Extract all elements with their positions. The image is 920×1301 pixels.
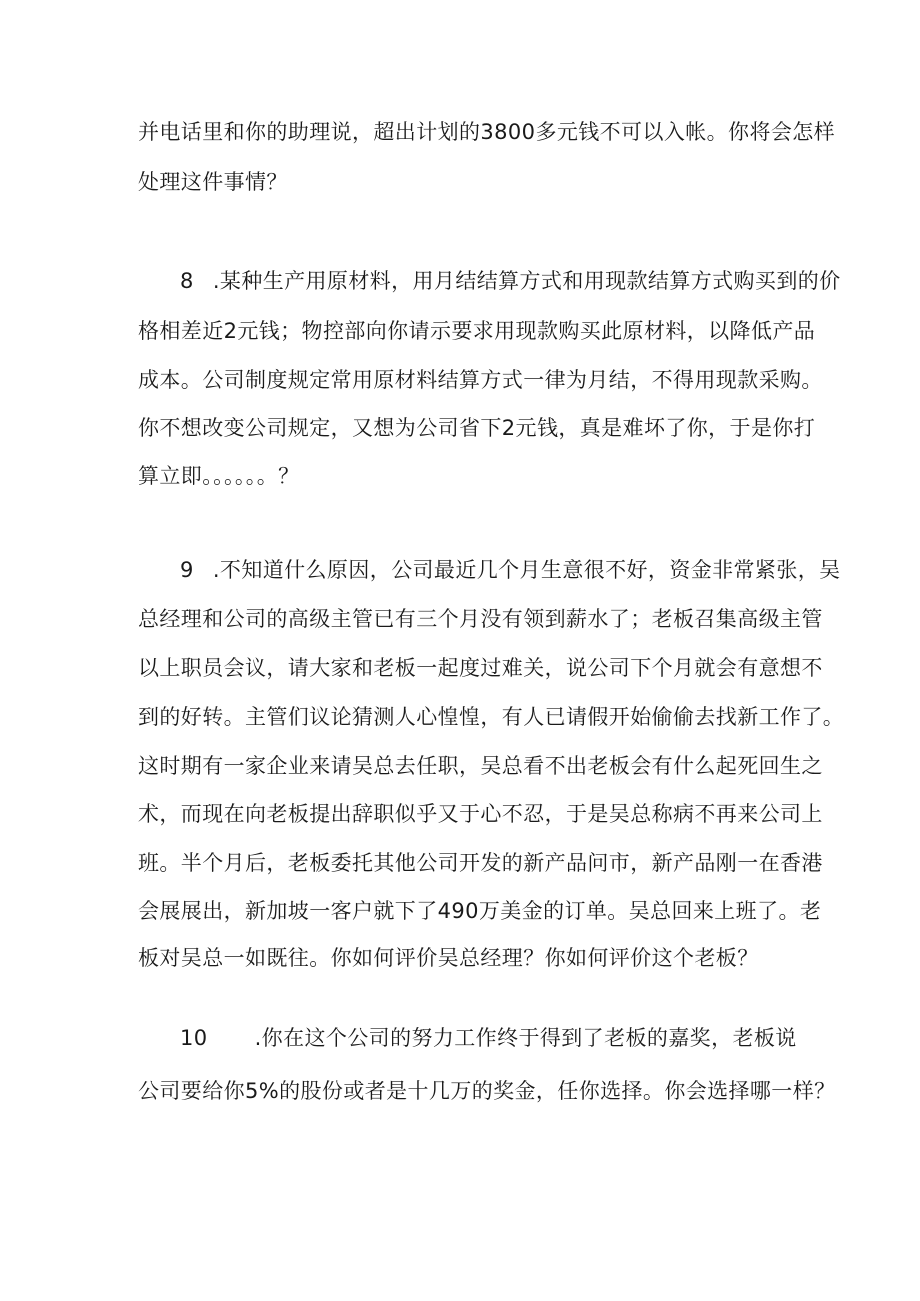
question-8-line-4: 你不想改变公司规定，又想为公司省下2元钱，真是难坏了你，于是你打 bbox=[138, 416, 816, 440]
question-10-line-2: 公司要给你5%的股份或者是十几万的奖金，任你选择。你会选择哪一样？ bbox=[138, 1079, 836, 1103]
question-8-line-5: 算立即。。。。。。？ bbox=[138, 464, 300, 488]
question-9-line-6: 术，而现在向老板提出辞职似乎又于心不忍，于是吴总称病不再来公司上 bbox=[138, 802, 823, 826]
paragraph-fragment-line-2: 处理这件事情？ bbox=[138, 170, 288, 194]
question-9-line-9: 板对吴总一如既往。你如何评价吴总经理？你如何评价这个老板？ bbox=[138, 946, 759, 970]
question-10-number: 10 bbox=[180, 1026, 208, 1050]
question-9-number: 9 bbox=[180, 558, 194, 582]
question-9-line-4: 到的好转。主管们议论猜测人心惶惶，有人已请假开始偷偷去找新工作了。 bbox=[138, 705, 845, 729]
question-8-line-1: .某种生产用原材料，用月结结算方式和用现款结算方式购买到的价 bbox=[212, 269, 841, 293]
question-9-line-8: 会展展出，新加坡一客户就下了490万美金的订单。吴总回来上班了。老 bbox=[138, 899, 822, 923]
question-8-first-line bbox=[180, 267, 920, 295]
question-9-line-5: 这时期有一家企业来请吴总去任职，吴总看不出老板会有什么起死回生之 bbox=[138, 754, 823, 778]
question-9-line-1: .不知道什么原因，公司最近几个月生意很不好，资金非常紧张，吴 bbox=[212, 558, 841, 582]
question-9-line-2: 总经理和公司的高级主管已有三个月没有领到薪水了；老板召集高级主管 bbox=[138, 607, 823, 631]
question-8-line-2: 格相差近2元钱；物控部向你请示要求用现款购买此原材料，以降低产品 bbox=[138, 319, 816, 343]
question-9-first-line bbox=[180, 556, 920, 584]
question-8-line-3: 成本。公司制度规定常用原材料结算方式一律为月结，不得用现款采购。 bbox=[138, 368, 823, 392]
question-10-line-1: .你在这个公司的努力工作终于得到了老板的嘉奖，老板说 bbox=[254, 1026, 797, 1050]
question-9-line-3: 以上职员会议，请大家和老板一起度过难关，说公司下个月就会有意想不 bbox=[138, 656, 823, 680]
question-10-first-line bbox=[180, 1024, 920, 1052]
question-9-line-7: 班。半个月后，老板委托其他公司开发的新产品问市，新产品刚一在香港 bbox=[138, 851, 823, 875]
paragraph-fragment-line-1: 并电话里和你的助理说，超出计划的3800多元钱不可以入帐。你将会怎样 bbox=[138, 120, 836, 144]
question-8-number: 8 bbox=[180, 269, 194, 293]
